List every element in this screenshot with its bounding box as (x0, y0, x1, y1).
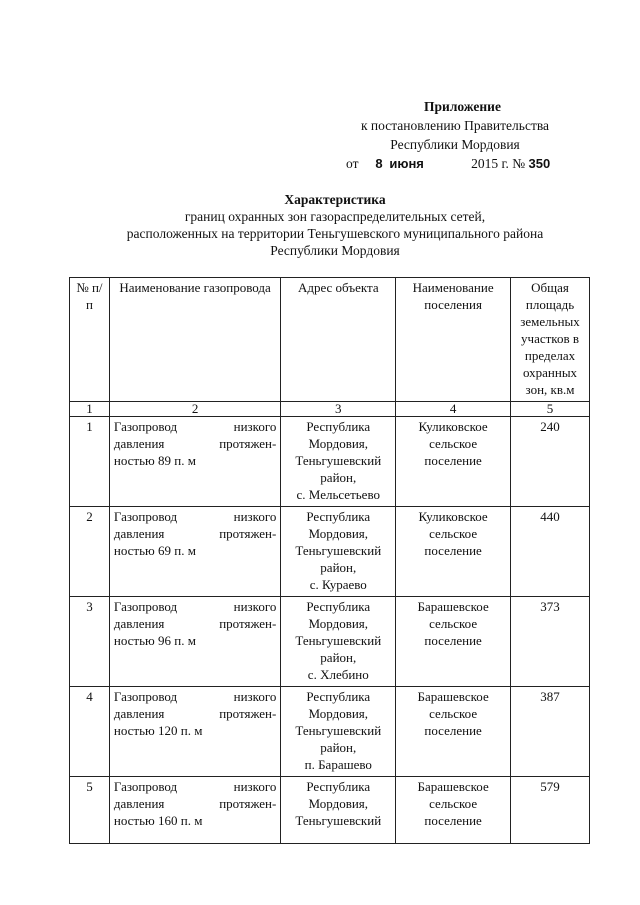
object-address: Республика Мордовия, Теньгушевский район, п. Барашево (281, 687, 396, 777)
settlement-name: Барашевское сельское поселение (396, 687, 511, 777)
table-row (70, 777, 590, 844)
column-number: 4 (396, 402, 511, 417)
table-row (70, 597, 590, 687)
object-address: Республика Мордовия, Теньгушевский район, с. Мельсетьево (281, 417, 396, 507)
table-row (70, 507, 590, 597)
zone-area: 440 (511, 507, 590, 597)
pipeline-name: Газопровод низкого давления протяжен- ностью 69 п. м (109, 507, 280, 597)
settlement-name: Куликовское сельское поселение (396, 507, 511, 597)
date-month: июня (389, 156, 424, 171)
row-number: 5 (70, 777, 110, 844)
row-number: 2 (70, 507, 110, 597)
object-address: Республика Мордовия, Теньгушевский (281, 777, 396, 844)
zone-area: 387 (511, 687, 590, 777)
appendix-date-line (340, 154, 570, 173)
header-cell: Общая площадь земельных участков в пределах охранных зон, кв.м (511, 278, 590, 402)
appendix-line-1: к постановлению Правительства (360, 118, 550, 133)
document-heading (95, 191, 575, 259)
zone-area: 240 (511, 417, 590, 507)
header-cell: Адрес объекта (281, 278, 396, 402)
appendix-block (340, 97, 570, 173)
pipeline-name: Газопровод низкого давления протяжен- ностью 96 п. м (109, 597, 280, 687)
zone-area: 373 (511, 597, 590, 687)
date-prefix: от (346, 156, 359, 171)
zone-area: 579 (511, 777, 590, 844)
settlement-name: Барашевское сельское поселение (396, 777, 511, 844)
pipeline-name: Газопровод низкого давления протяжен- ностью 160 п. м (109, 777, 280, 844)
column-number: 1 (70, 402, 110, 417)
table-row (70, 417, 590, 507)
row-number: 1 (70, 417, 110, 507)
appendix-line-2: Республики Мордовия (390, 137, 520, 152)
zones-table (69, 277, 590, 844)
settlement-name: Куликовское сельское поселение (396, 417, 511, 507)
heading-line-3: Республики Мордовия (270, 243, 400, 258)
header-cell: Наименование поселения (396, 278, 511, 402)
row-number: 4 (70, 687, 110, 777)
heading-line-1: границ охранных зон газораспределительных сетей, (184, 209, 486, 224)
heading-title: Характеристика (284, 192, 386, 207)
column-number: 3 (281, 402, 396, 417)
header-cell: № п/п (70, 278, 110, 402)
decree-number: 350 (528, 156, 551, 171)
pipeline-name: Газопровод низкого давления протяжен- ностью 120 п. м (109, 687, 280, 777)
header-cell: Наименование газопровода (109, 278, 280, 402)
appendix-title: Приложение (424, 99, 501, 114)
object-address: Республика Мордовия, Теньгушевский район, с. Кураево (281, 507, 396, 597)
settlement-name: Барашевское сельское поселение (396, 597, 511, 687)
object-address: Республика Мордовия, Теньгушевский район, с. Хлебино (281, 597, 396, 687)
pipeline-name: Газопровод низкого давления протяжен- ностью 89 п. м (109, 417, 280, 507)
column-number: 5 (511, 402, 590, 417)
table-row (70, 687, 590, 777)
column-number-row (70, 402, 590, 417)
row-number: 3 (70, 597, 110, 687)
heading-line-2: расположенных на территории Теньгушевского муниципального района (126, 226, 544, 241)
date-year: 2015 г. № (471, 156, 526, 171)
table-header-row (70, 278, 590, 402)
column-number: 2 (109, 402, 280, 417)
date-day: 8 (375, 156, 383, 171)
